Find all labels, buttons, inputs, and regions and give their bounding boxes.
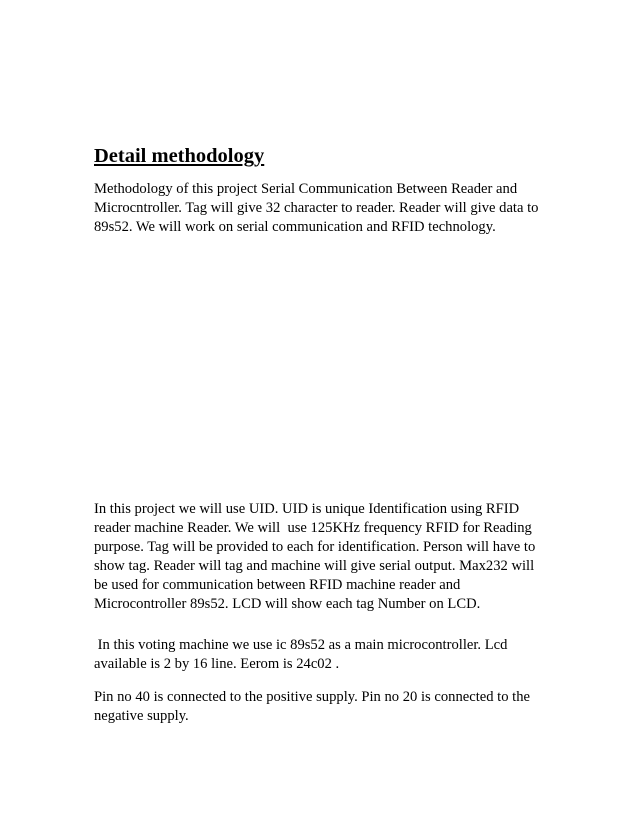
text-line: In this project we will use UID. UID is unique Identification using RFID bbox=[94, 501, 520, 517]
text-line: show tag. Reader will tag and machine will give serial output. Max232 will bbox=[94, 558, 535, 575]
text-line: reader machine Reader. We will use 125KHz frequency RFID for Reading bbox=[94, 520, 532, 537]
section-heading: Detail methodology bbox=[94, 145, 265, 167]
text-line: In this voting machine we use ic 89s52 as a main microcontroller. Lcd bbox=[94, 637, 508, 653]
text-line: be used for communication between RFID machine reader and bbox=[94, 577, 461, 594]
text-line: Methodology of this project Serial Communication Between Reader and bbox=[94, 181, 518, 197]
text-line: purpose. Tag will be provided to each for identification. Person will have to bbox=[94, 539, 536, 556]
text-line: Pin no 40 is connected to the positive supply. Pin no 20 is connected to the bbox=[94, 689, 531, 705]
text-line: Microcontroller 89s52. LCD will show each tag Number on LCD. bbox=[94, 596, 481, 613]
text-line: Microcntroller. Tag will give 32 character to reader. Reader will give data to bbox=[94, 200, 539, 217]
paragraph-uid bbox=[94, 500, 535, 615]
text-line: available is 2 by 16 line. Eerom is 24c02 . bbox=[94, 656, 340, 673]
paragraph-methodology bbox=[94, 180, 538, 237]
text-line: 89s52. We will work on serial communication and RFID technology. bbox=[94, 219, 496, 236]
paragraph-pin-supply bbox=[94, 688, 530, 726]
paragraph-voting-machine bbox=[94, 636, 507, 674]
text-line: negative supply. bbox=[94, 708, 189, 725]
